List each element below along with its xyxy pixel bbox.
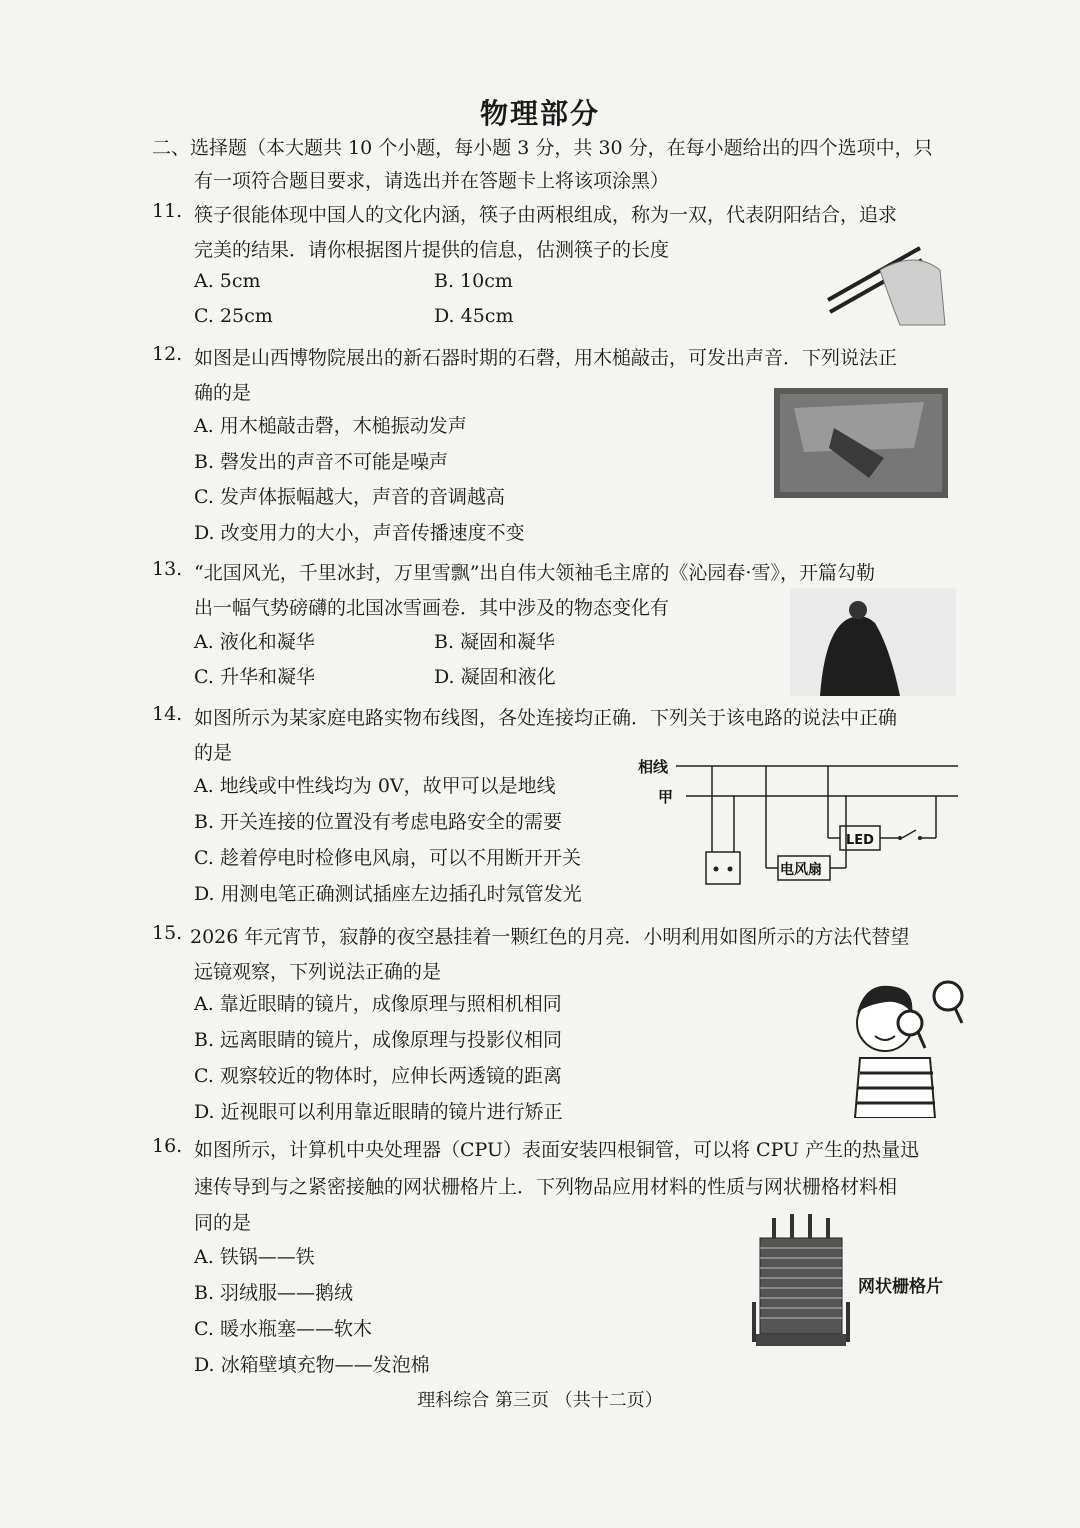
q16-line-2: 速传导到与之紧密接触的网状栅格片上．下列物品应用材料的性质与网状栅格材料相 <box>194 1176 898 1198</box>
q12-line-2: 确的是 <box>194 382 252 404</box>
q13-option-b: B. 凝固和凝华 <box>434 631 556 653</box>
q11-number: 11. <box>152 200 183 222</box>
q16-line-1: 如图所示，计算机中央处理器（CPU）表面安装四根铜管，可以将 CPU 产生的热量迅 <box>194 1139 920 1161</box>
near-lens-icon <box>898 1011 922 1035</box>
q15-line-2: 远镜观察，下列说法正确的是 <box>194 961 442 983</box>
q12-option-b: B. 磬发出的声音不可能是噪声 <box>194 451 449 473</box>
q16-option-c: C. 暖水瓶塞——软木 <box>194 1318 372 1340</box>
q14-line-1: 如图所示为某家庭电路实物布线图，各处连接均正确．下列关于该电路的说法中正确 <box>194 707 898 729</box>
q15-option-d: D. 近视眼可以利用靠近眼睛的镜片进行矫正 <box>194 1101 563 1123</box>
fan-label: 电风扇 <box>780 862 822 878</box>
socket <box>706 852 740 884</box>
switch <box>902 830 916 838</box>
wire-jia-label: 甲 <box>658 788 674 806</box>
q11-option-c: C. 25cm <box>194 305 273 327</box>
q12-option-a: A. 用木槌敲击磬，木槌振动发声 <box>194 415 467 437</box>
q11-line-1: 筷子很能体现中国人的文化内涵，筷子由两根组成，称为一双，代表阴阳结合，追求 <box>194 204 898 226</box>
q16-option-a: A. 铁锅——铁 <box>194 1246 315 1268</box>
circuit-diagram <box>636 752 966 892</box>
q13-number: 13. <box>152 558 183 580</box>
q15-number: 15. <box>152 922 183 944</box>
boy-with-lenses-illustration <box>840 968 970 1118</box>
q16-option-b: B. 羽绒服——鹅绒 <box>194 1282 354 1304</box>
q12-number: 12. <box>152 343 183 365</box>
q12-option-d: D. 改变用力的大小，声音传播速度不变 <box>194 522 525 544</box>
q13-option-d: D. 凝固和液化 <box>434 666 556 688</box>
section-instructions <box>152 132 952 198</box>
q14-number: 14. <box>152 703 183 725</box>
q15-option-b: B. 远离眼睛的镜片，成像原理与投影仪相同 <box>194 1029 563 1051</box>
cpu-heatsink-photo <box>746 1212 856 1352</box>
q16-line-3: 同的是 <box>194 1212 252 1234</box>
led-label: LED <box>846 833 874 848</box>
section-line-2: 有一项符合题目要求，请选出并在答题卡上将该项涂黑） <box>194 170 670 192</box>
stone-chime-photo <box>774 388 948 498</box>
q14-option-a: A. 地线或中性线均为 0V，故甲可以是地线 <box>194 775 556 797</box>
q11-option-d: D. 45cm <box>434 305 514 327</box>
q14-option-c: C. 趁着停电时检修电风扇，可以不用断开开关 <box>194 847 581 869</box>
q13-option-c: C. 升华和凝华 <box>194 666 315 688</box>
q15-option-a: A. 靠近眼睛的镜片，成像原理与照相机相同 <box>194 993 562 1015</box>
q13-line-1: “北国风光，千里冰封，万里雪飘”出自伟大领袖毛主席的《沁园春·雪》，开篇勾勒 <box>194 562 875 584</box>
heatsink-fins-label: 网状栅格片 <box>858 1277 943 1297</box>
q11-option-a: A. 5cm <box>194 270 261 292</box>
page-title: 物理部分 <box>479 97 600 130</box>
q13-line-2: 出一幅气势磅礴的北国冰雪画卷．其中涉及的物态变化有 <box>194 597 670 619</box>
chopsticks-photo <box>820 240 950 330</box>
q15-line-1: 2026 年元宵节，寂静的夜空悬挂着一颗红色的月亮．小明利用如图所示的方法代替望 <box>190 926 910 948</box>
q16-option-d: D. 冰箱壁填充物——发泡棉 <box>194 1354 430 1376</box>
far-lens-icon <box>934 982 962 1010</box>
section-line-1: 二、选择题（本大题共 10 个小题，每小题 3 分，共 30 分，在每小题给出的四个选项中，只 <box>152 137 933 159</box>
q12-option-c: C. 发声体振幅越大，声音的音调越高 <box>194 486 505 508</box>
q14-line-2: 的是 <box>194 742 233 764</box>
q11-option-b: B. 10cm <box>434 270 513 292</box>
live-wire-label: 相线 <box>638 758 669 776</box>
q14-option-d: D. 用测电笔正确测试插座左边插孔时氖管发光 <box>194 883 582 905</box>
q12-line-1: 如图是山西博物院展出的新石器时期的石磬，用木槌敲击，可发出声音．下列说法正 <box>194 347 898 369</box>
page-footer: 理科综合 第三页 （共十二页） <box>417 1390 663 1411</box>
q14-option-b: B. 开关连接的位置没有考虑电路安全的需要 <box>194 811 563 833</box>
snow-scene-photo <box>790 588 956 696</box>
q13-option-a: A. 液化和凝华 <box>194 631 315 653</box>
q16-number: 16. <box>152 1135 183 1157</box>
q11-line-2: 完美的结果．请你根据图片提供的信息，估测筷子的长度 <box>194 239 670 261</box>
q15-option-c: C. 观察较近的物体时，应伸长两透镜的距离 <box>194 1065 562 1087</box>
